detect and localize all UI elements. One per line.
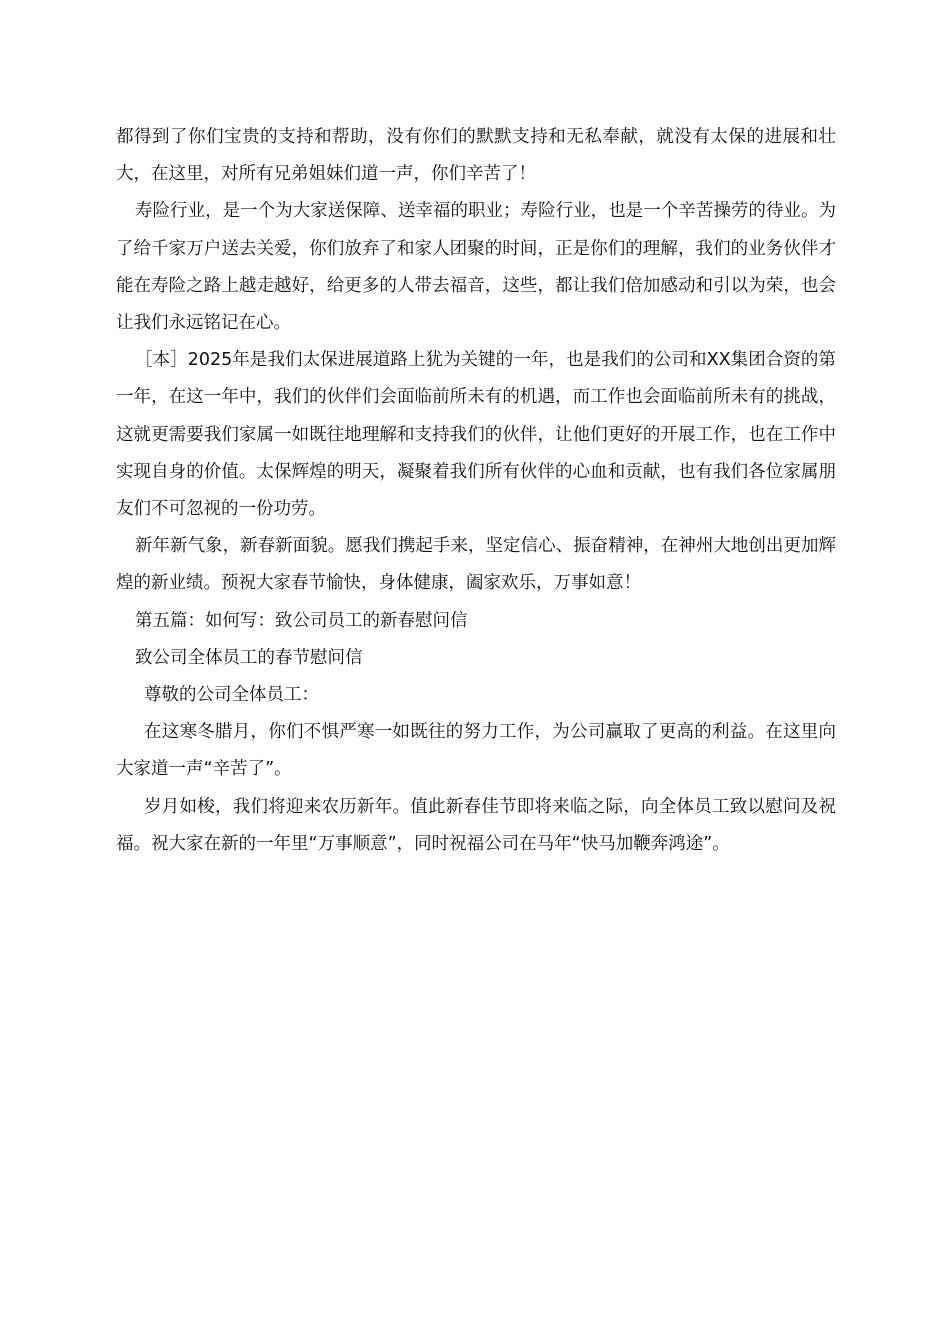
paragraph-year-2025: ［本］2025年是我们太保进展道路上犹为关键的一年，也是我们的公司和XX集团合资的第一年，在这一年中，我们的伙伴们会面临前所未有的机遇，而工作也会面临前所未有的挑战，这就更需要我们家属一如既往地理解和支持我们的伙伴，让他们更好的开展工作，也在工作中实现自身的价值。太保辉煌的明天，凝聚着我们所有伙伴的心血和贡献，也有我们各位家属朋友们不可忽视的一份功劳。	[116, 350, 836, 520]
letter-salutation: 尊敬的公司全体员工：	[144, 685, 319, 706]
paragraph-new-year-wishes: 新年新气象，新春新面貌。愿我们携起手来，坚定信心、振奋精神，在神州大地创出更加辉煌的新业绩。预祝大家春节愉快，身体健康，阖家欢乐，万事如意！	[116, 536, 836, 594]
paragraph-lunar-new-year: 岁月如梭，我们将迎来农历新年。值此新春佳节即将来临之际，向全体员工致以慰问及祝福。祝大家在新的一年里“万事顺意”，同时祝福公司在马年“快马加鞭奔鸿途”。	[116, 796, 836, 854]
document-body	[116, 119, 836, 863]
paragraph-life-insurance: 寿险行业，是一个为大家送保障、送幸福的职业；寿险行业，也是一个辛苦操劳的待业。为了给千家万户送去关爱，你们放弃了和家人团聚的时间，正是你们的理解，我们的业务伙伴才能在寿险之路上越走越好，给更多的人带去福音，这些，都让我们倍加感动和引以为荣，也会让我们永远铭记在心。	[116, 201, 836, 334]
section-heading-fifth: 第五篇：如何写：致公司员工的新春慰问信	[135, 610, 468, 631]
paragraph-winter-work: 在这寒冬腊月，你们不惧严寒一如既往的努力工作，为公司赢取了更高的利益。在这里向大家道一声“辛苦了”。	[116, 722, 836, 780]
letter-title: 致公司全体员工的春节慰问信	[135, 647, 363, 668]
paragraph-continuation: 都得到了你们宝贵的支持和帮助，没有你们的默默支持和无私奉献，就没有太保的进展和壮大，在这里，对所有兄弟姐妹们道一声，你们辛苦了！	[116, 127, 836, 185]
